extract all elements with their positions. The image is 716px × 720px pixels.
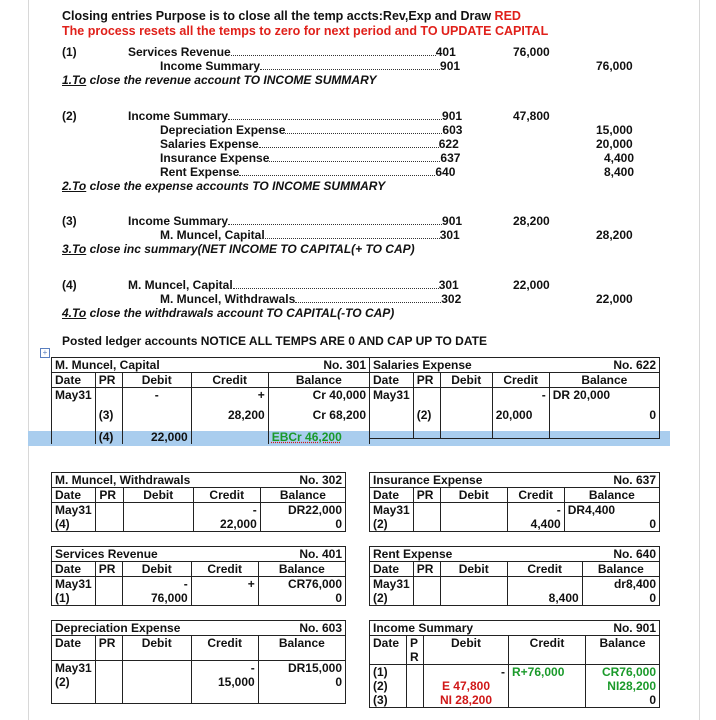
debit-account: Income Summary <box>128 214 229 228</box>
note-text: close inc summary(NET INCOME TO CAPITAL(+ TO CAP) <box>86 242 415 256</box>
col-credit: Credit <box>191 636 258 661</box>
col-debit: Debit <box>424 636 509 665</box>
col-balance: Balance <box>268 373 369 388</box>
ledger-title: Services Revenue <box>52 547 192 562</box>
post-ref: 301 <box>438 278 459 292</box>
cell-pr: (4) <box>52 517 96 532</box>
col-credit: Credit <box>509 636 586 665</box>
cell-credit: R+76,000 <box>509 665 586 680</box>
ledger-number: No. 401 <box>191 547 345 562</box>
col-debit: Debit <box>123 488 193 503</box>
col-pr: PR <box>95 373 122 388</box>
cell-credit: 20,000 <box>492 402 549 424</box>
col-date: Date <box>52 636 96 661</box>
col-credit: Credit <box>492 373 549 388</box>
cell-balance: 0 <box>260 517 345 532</box>
cell-balance: 0 <box>582 591 659 606</box>
ledger-withdrawals <box>51 472 346 532</box>
entry-debit-line <box>128 45 468 59</box>
credit-account: M. Muncel, Capital <box>160 228 265 242</box>
col-pr: PR <box>96 488 123 503</box>
col-credit: Credit <box>193 488 260 503</box>
post-ref: 603 <box>442 123 463 137</box>
col-balance: Balance <box>586 636 660 665</box>
debit-amount: 47,800 <box>513 109 550 123</box>
col-credit: Credit <box>191 373 268 388</box>
col-balance: Balance <box>549 373 659 388</box>
entry-credit-line <box>160 59 470 73</box>
col-pr: PR <box>413 562 440 577</box>
cell-pr: (2) <box>370 679 407 693</box>
credit-amount: 20,000 <box>596 137 633 151</box>
cell-pr: (1) <box>52 591 96 606</box>
col-debit: Debit <box>122 562 191 577</box>
note-number: 3.To <box>62 242 87 256</box>
ledger-income-summary <box>369 620 660 708</box>
leader-dots <box>239 175 435 176</box>
header-line-2: The process resets all the temps to zero for next period and TO UPDATE CAPITAL <box>62 24 549 38</box>
ledger-number: No. 640 <box>507 547 659 562</box>
entry-number: (2) <box>62 109 77 123</box>
entry-note <box>62 179 385 193</box>
cell-balance: 0 <box>564 517 659 532</box>
ledger-services-revenue <box>51 546 346 606</box>
col-balance: Balance <box>564 488 659 503</box>
credit-amount: 4,400 <box>604 151 635 165</box>
debit-account: Income Summary <box>128 109 229 123</box>
col-credit: Credit <box>191 562 258 577</box>
col-balance: Balance <box>260 488 345 503</box>
note-number: 4.To <box>62 306 87 320</box>
post-ref: 401 <box>435 45 456 59</box>
credit-amount: 8,400 <box>604 165 635 179</box>
post-ref: 640 <box>435 165 456 179</box>
ledger-number: No. 622 <box>492 358 659 373</box>
leader-dots <box>259 147 439 148</box>
leader-dots <box>260 69 440 70</box>
col-balance: Balance <box>258 562 345 577</box>
entry-number: (3) <box>62 214 77 228</box>
cell-credit: - <box>507 503 564 518</box>
entry-credit-line <box>160 228 460 242</box>
credit-account: Rent Expense <box>160 165 240 179</box>
credit-amount: 76,000 <box>596 59 633 73</box>
credit-account: Salaries Expense <box>160 137 259 151</box>
col-date: Date <box>370 636 407 665</box>
leader-dots <box>285 133 442 134</box>
cell-pr: (2) <box>370 517 414 532</box>
cell-debit: E 47,800 <box>424 679 509 693</box>
col-debit: Debit <box>122 636 191 661</box>
entry-debit-line <box>128 278 459 292</box>
ledger-number: No. 302 <box>193 473 345 488</box>
cell-pr: (1) <box>370 665 407 680</box>
entry-credit-line <box>160 123 462 137</box>
leader-dots <box>228 119 442 120</box>
cell-pr: (2) <box>52 675 96 704</box>
cell-debit: - <box>122 577 191 592</box>
cell-date: May31 <box>370 503 414 518</box>
ledger-title: M. Muncel, Withdrawals <box>52 473 194 488</box>
entry-number: (4) <box>62 278 77 292</box>
credit-account: M. Muncel, Withdrawals <box>160 292 296 306</box>
ledger-title: Insurance Expense <box>370 473 508 488</box>
credit-amount: 15,000 <box>596 123 633 137</box>
post-ref: 622 <box>438 137 459 151</box>
leader-dots <box>295 302 441 303</box>
cell-balance: 0 <box>549 402 659 424</box>
table-move-handle-icon[interactable]: + <box>40 348 50 358</box>
note-text: close the revenue account TO INCOME SUMMARY <box>86 73 377 87</box>
cell-debit: 22,000 <box>122 430 191 444</box>
ledger-number: No. 637 <box>507 473 659 488</box>
cell-date: May31 <box>52 388 96 403</box>
debit-amount: 22,000 <box>513 278 550 292</box>
cell-credit: + <box>191 388 268 403</box>
post-ref: 302 <box>441 292 462 306</box>
entry-credit-line <box>160 292 461 306</box>
credit-account: Income Summary <box>160 59 261 73</box>
debit-account: Services Revenue <box>128 45 231 59</box>
leader-dots <box>233 288 439 289</box>
post-ref: 901 <box>442 214 463 228</box>
col-balance: Balance <box>258 636 345 661</box>
cell-debit: NI 28,200 <box>424 693 509 708</box>
col-date: Date <box>370 562 414 577</box>
entry-debit-line <box>128 109 462 123</box>
cell-credit: 22,000 <box>193 517 260 532</box>
note-number: 2.To <box>62 179 87 193</box>
cell-balance: DR22,000 <box>260 503 345 518</box>
post-ref: 637 <box>440 151 461 165</box>
ledger-title: Income Summary <box>370 621 509 636</box>
col-credit: Credit <box>507 488 564 503</box>
entry-debit-line <box>128 214 462 228</box>
ledger-number: No. 603 <box>191 621 345 636</box>
cell-balance: CR76,000 <box>586 665 660 680</box>
entry-note <box>62 73 377 87</box>
col-date: Date <box>52 562 96 577</box>
ledger-number: No. 901 <box>509 621 660 636</box>
col-pr: PR <box>413 373 440 388</box>
col-debit: Debit <box>440 562 507 577</box>
cell-balance: NI28,200 <box>586 679 660 693</box>
entry-note <box>62 242 415 256</box>
credit-account: Insurance Expense <box>160 151 270 165</box>
cell-balance: Cr 40,000 <box>268 388 369 403</box>
cell-credit: - <box>191 661 258 676</box>
entry-number: (1) <box>62 45 77 59</box>
col-pr: PR <box>95 562 122 577</box>
ledger-depreciation <box>51 620 346 704</box>
col-debit: Debit <box>440 488 507 503</box>
cell-credit: 8,400 <box>507 591 582 606</box>
credit-account: Depreciation Expense <box>160 123 286 137</box>
col-debit: Debit <box>122 373 191 388</box>
cell-date: May31 <box>370 388 414 403</box>
debit-account: M. Muncel, Capital <box>128 278 233 292</box>
col-pr: PR <box>413 488 440 503</box>
cell-balance: dr8,400 <box>582 577 659 592</box>
cell-balance: EBCr 46,200 <box>268 430 369 444</box>
cell-date: May31 <box>52 661 96 676</box>
leader-dots <box>231 55 436 56</box>
col-balance: Balance <box>582 562 659 577</box>
header-line-1-text: Closing entries Purpose is to close all the temp accts:Rev,Exp and Draw <box>62 9 495 23</box>
cell-credit: - <box>492 388 549 403</box>
col-pr-r: R <box>410 650 419 664</box>
cell-balance: 0 <box>258 675 345 704</box>
cell-pr: (2) <box>370 591 414 606</box>
ledger-title: Salaries Expense <box>370 358 493 373</box>
debit-amount: 76,000 <box>513 45 550 59</box>
leader-dots <box>265 238 440 239</box>
cell-debit: - <box>424 665 509 680</box>
cell-balance: 0 <box>586 693 660 708</box>
leader-dots <box>228 224 442 225</box>
note-number: 1.To <box>62 73 87 87</box>
col-pr-p: P <box>410 636 419 650</box>
cell-balance: 0 <box>258 591 345 606</box>
cell-pr: (2) <box>413 402 440 424</box>
entry-credit-line <box>160 151 460 165</box>
cell-debit: 76,000 <box>122 591 191 606</box>
col-date: Date <box>370 373 414 388</box>
col-pr <box>407 636 424 665</box>
cell-pr: (4) <box>95 430 122 444</box>
cell-credit: 28,200 <box>191 402 268 430</box>
entry-credit-line <box>160 165 455 179</box>
post-ref: 901 <box>442 109 463 123</box>
ledger-rent <box>369 546 660 606</box>
col-credit: Credit <box>507 562 582 577</box>
ledger-title: M. Muncel, Capital <box>52 358 192 373</box>
cell-balance: DR15,000 <box>258 661 345 676</box>
entry-note <box>62 306 394 320</box>
col-date: Date <box>52 488 96 503</box>
ledger-capital <box>51 357 370 444</box>
note-text: close the expense accounts TO INCOME SUMMARY <box>86 179 386 193</box>
ledger-insurance <box>369 472 660 532</box>
entry-credit-line <box>160 137 459 151</box>
ledger-title: Rent Expense <box>370 547 508 562</box>
cell-credit: - <box>193 503 260 518</box>
credit-amount: 22,000 <box>596 292 633 306</box>
cell-date: May31 <box>370 577 414 592</box>
col-date: Date <box>52 373 96 388</box>
cell-date: May31 <box>52 503 96 518</box>
cell-balance: CR76,000 <box>258 577 345 592</box>
ledger-title: Depreciation Expense <box>52 621 192 636</box>
debit-amount: 28,200 <box>513 214 550 228</box>
cell-credit: 4,400 <box>507 517 564 532</box>
col-pr: PR <box>95 636 122 661</box>
post-ref: 901 <box>440 59 461 73</box>
cell-pr: (3) <box>95 402 122 430</box>
cell-credit: + <box>191 577 258 592</box>
note-text: close the withdrawals account TO CAPITAL(-TO CAP) <box>86 306 395 320</box>
leader-dots <box>269 161 440 162</box>
cell-debit: - <box>122 388 191 403</box>
ledger-number: No. 301 <box>191 358 369 373</box>
cell-credit: 15,000 <box>191 675 258 704</box>
header-red-word: RED <box>494 9 521 23</box>
col-date: Date <box>370 488 414 503</box>
ledger-salaries <box>369 357 660 439</box>
cell-date: May31 <box>52 577 96 592</box>
col-debit: Debit <box>440 373 492 388</box>
credit-amount: 28,200 <box>596 228 633 242</box>
cell-balance: DR 20,000 <box>549 388 659 403</box>
cell-pr: (3) <box>370 693 407 708</box>
post-ref: 301 <box>439 228 460 242</box>
posted-ledger-title: Posted ledger accounts NOTICE ALL TEMPS ARE 0 AND CAP UP TO DATE <box>62 334 487 348</box>
cell-balance: DR4,400 <box>564 503 659 518</box>
header-line-1 <box>62 9 521 23</box>
cell-balance: Cr 68,200 <box>268 402 369 430</box>
